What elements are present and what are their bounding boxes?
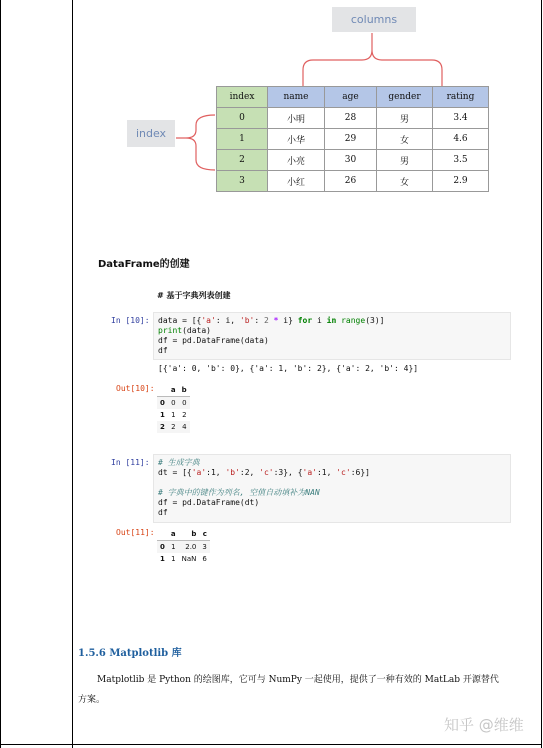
cell-rating: 3.4 bbox=[433, 108, 489, 129]
table-cell: NaN bbox=[181, 555, 197, 563]
cell-index: 2 bbox=[217, 150, 268, 171]
cell-rating: 3.5 bbox=[433, 150, 489, 171]
cell-name: 小亮 bbox=[268, 150, 325, 171]
table-row bbox=[157, 397, 190, 410]
cell-name: 小华 bbox=[268, 129, 325, 150]
column-header: c bbox=[199, 528, 209, 541]
table-cell: 0 bbox=[182, 399, 187, 407]
in-prompt-10: In [10]: bbox=[111, 316, 150, 325]
section-heading-1-5-6: 1.5.6 Matplotlib 库 bbox=[78, 648, 182, 659]
cell-gender: 男 bbox=[377, 108, 433, 129]
code-cell-10[interactable]: data = [{'a': i, 'b': 2 * i} for i in range(3)] print(data) df = pd.DataFrame(data) df bbox=[153, 312, 511, 360]
row-index: 1 bbox=[160, 555, 165, 563]
header-age: age bbox=[325, 87, 377, 108]
cell-gender: 女 bbox=[377, 171, 433, 192]
diagram-row bbox=[217, 108, 489, 129]
table-cell: 1 bbox=[171, 411, 176, 419]
index-header bbox=[157, 384, 168, 397]
cell-age: 30 bbox=[325, 150, 377, 171]
column-header: a bbox=[168, 384, 179, 397]
header-rating: rating bbox=[433, 87, 489, 108]
cell-index: 3 bbox=[217, 171, 268, 192]
column-header: a bbox=[168, 528, 179, 541]
row-index: 0 bbox=[160, 399, 165, 407]
page-border-bottom bbox=[0, 744, 542, 745]
table-cell: 0 bbox=[171, 399, 176, 407]
cell-rating: 2.9 bbox=[433, 171, 489, 192]
row-index: 0 bbox=[160, 543, 165, 551]
table-cell: 6 bbox=[202, 555, 207, 563]
dataframe-diagram-table bbox=[216, 86, 489, 192]
cell-age: 28 bbox=[325, 108, 377, 129]
code-cell-11[interactable]: # 生成字典 dt = [{'a':1, 'b':2, 'c':3}, {'a':1, 'c':6}] # 字典中的键作为列名, 空值自动填补为NAN df = pd.DataFrame(dt) df bbox=[153, 454, 511, 523]
table-row bbox=[157, 409, 190, 421]
paragraph-line-1: Matplotlib 是 Python 的绘图库，它可与 NumPy 一起使用，提供了一种有效的 MatLab 开源替代 bbox=[97, 675, 499, 685]
cell-gender: 女 bbox=[377, 129, 433, 150]
cell-name: 小红 bbox=[268, 171, 325, 192]
paragraph-line-2: 方案。 bbox=[78, 695, 106, 705]
stdout-10: [{'a': 0, 'b': 0}, {'a': 1, 'b': 2}, {'a': 2, 'b': 4}] bbox=[158, 364, 419, 373]
header-gender: gender bbox=[377, 87, 433, 108]
section-title: DataFrame的创建 bbox=[98, 259, 190, 270]
columns-label: columns bbox=[332, 7, 416, 32]
table-row bbox=[157, 421, 190, 433]
cell-gender: 男 bbox=[377, 150, 433, 171]
header-name: name bbox=[268, 87, 325, 108]
output-table-11 bbox=[157, 528, 210, 565]
subheading: # 基于字典列表创建 bbox=[157, 291, 231, 300]
output-header-row bbox=[157, 384, 190, 397]
cell-index: 0 bbox=[217, 108, 268, 129]
table-cell: 2 bbox=[182, 411, 187, 419]
table-row bbox=[157, 553, 210, 565]
table-cell: 2.0 bbox=[185, 543, 197, 551]
header-index: index bbox=[217, 87, 268, 108]
diagram-row bbox=[217, 171, 489, 192]
cell-age: 26 bbox=[325, 171, 377, 192]
cell-rating: 4.6 bbox=[433, 129, 489, 150]
cell-name: 小明 bbox=[268, 108, 325, 129]
output-table-10 bbox=[157, 384, 190, 433]
table-cell: 4 bbox=[182, 423, 187, 431]
index-label: index bbox=[127, 120, 175, 147]
row-index: 1 bbox=[160, 411, 165, 419]
diagram-header-row bbox=[217, 87, 489, 108]
watermark: 知乎 @维维 bbox=[444, 716, 524, 734]
table-cell: 3 bbox=[202, 543, 207, 551]
table-cell: 1 bbox=[171, 555, 176, 563]
columns-brace bbox=[303, 33, 442, 86]
out-prompt-10: Out[10]: bbox=[116, 384, 155, 393]
table-cell: 2 bbox=[171, 423, 176, 431]
row-index: 2 bbox=[160, 423, 165, 431]
table-cell: 1 bbox=[171, 543, 176, 551]
in-prompt-11: In [11]: bbox=[111, 458, 150, 467]
output-header-row bbox=[157, 528, 210, 541]
index-brace bbox=[176, 115, 215, 170]
index-header bbox=[157, 528, 168, 541]
out-prompt-11: Out[11]: bbox=[116, 528, 155, 537]
cell-index: 1 bbox=[217, 129, 268, 150]
table-row bbox=[157, 541, 210, 554]
column-header: b bbox=[179, 528, 200, 541]
cell-age: 29 bbox=[325, 129, 377, 150]
column-header: b bbox=[179, 384, 190, 397]
diagram-row bbox=[217, 150, 489, 171]
diagram-row bbox=[217, 129, 489, 150]
